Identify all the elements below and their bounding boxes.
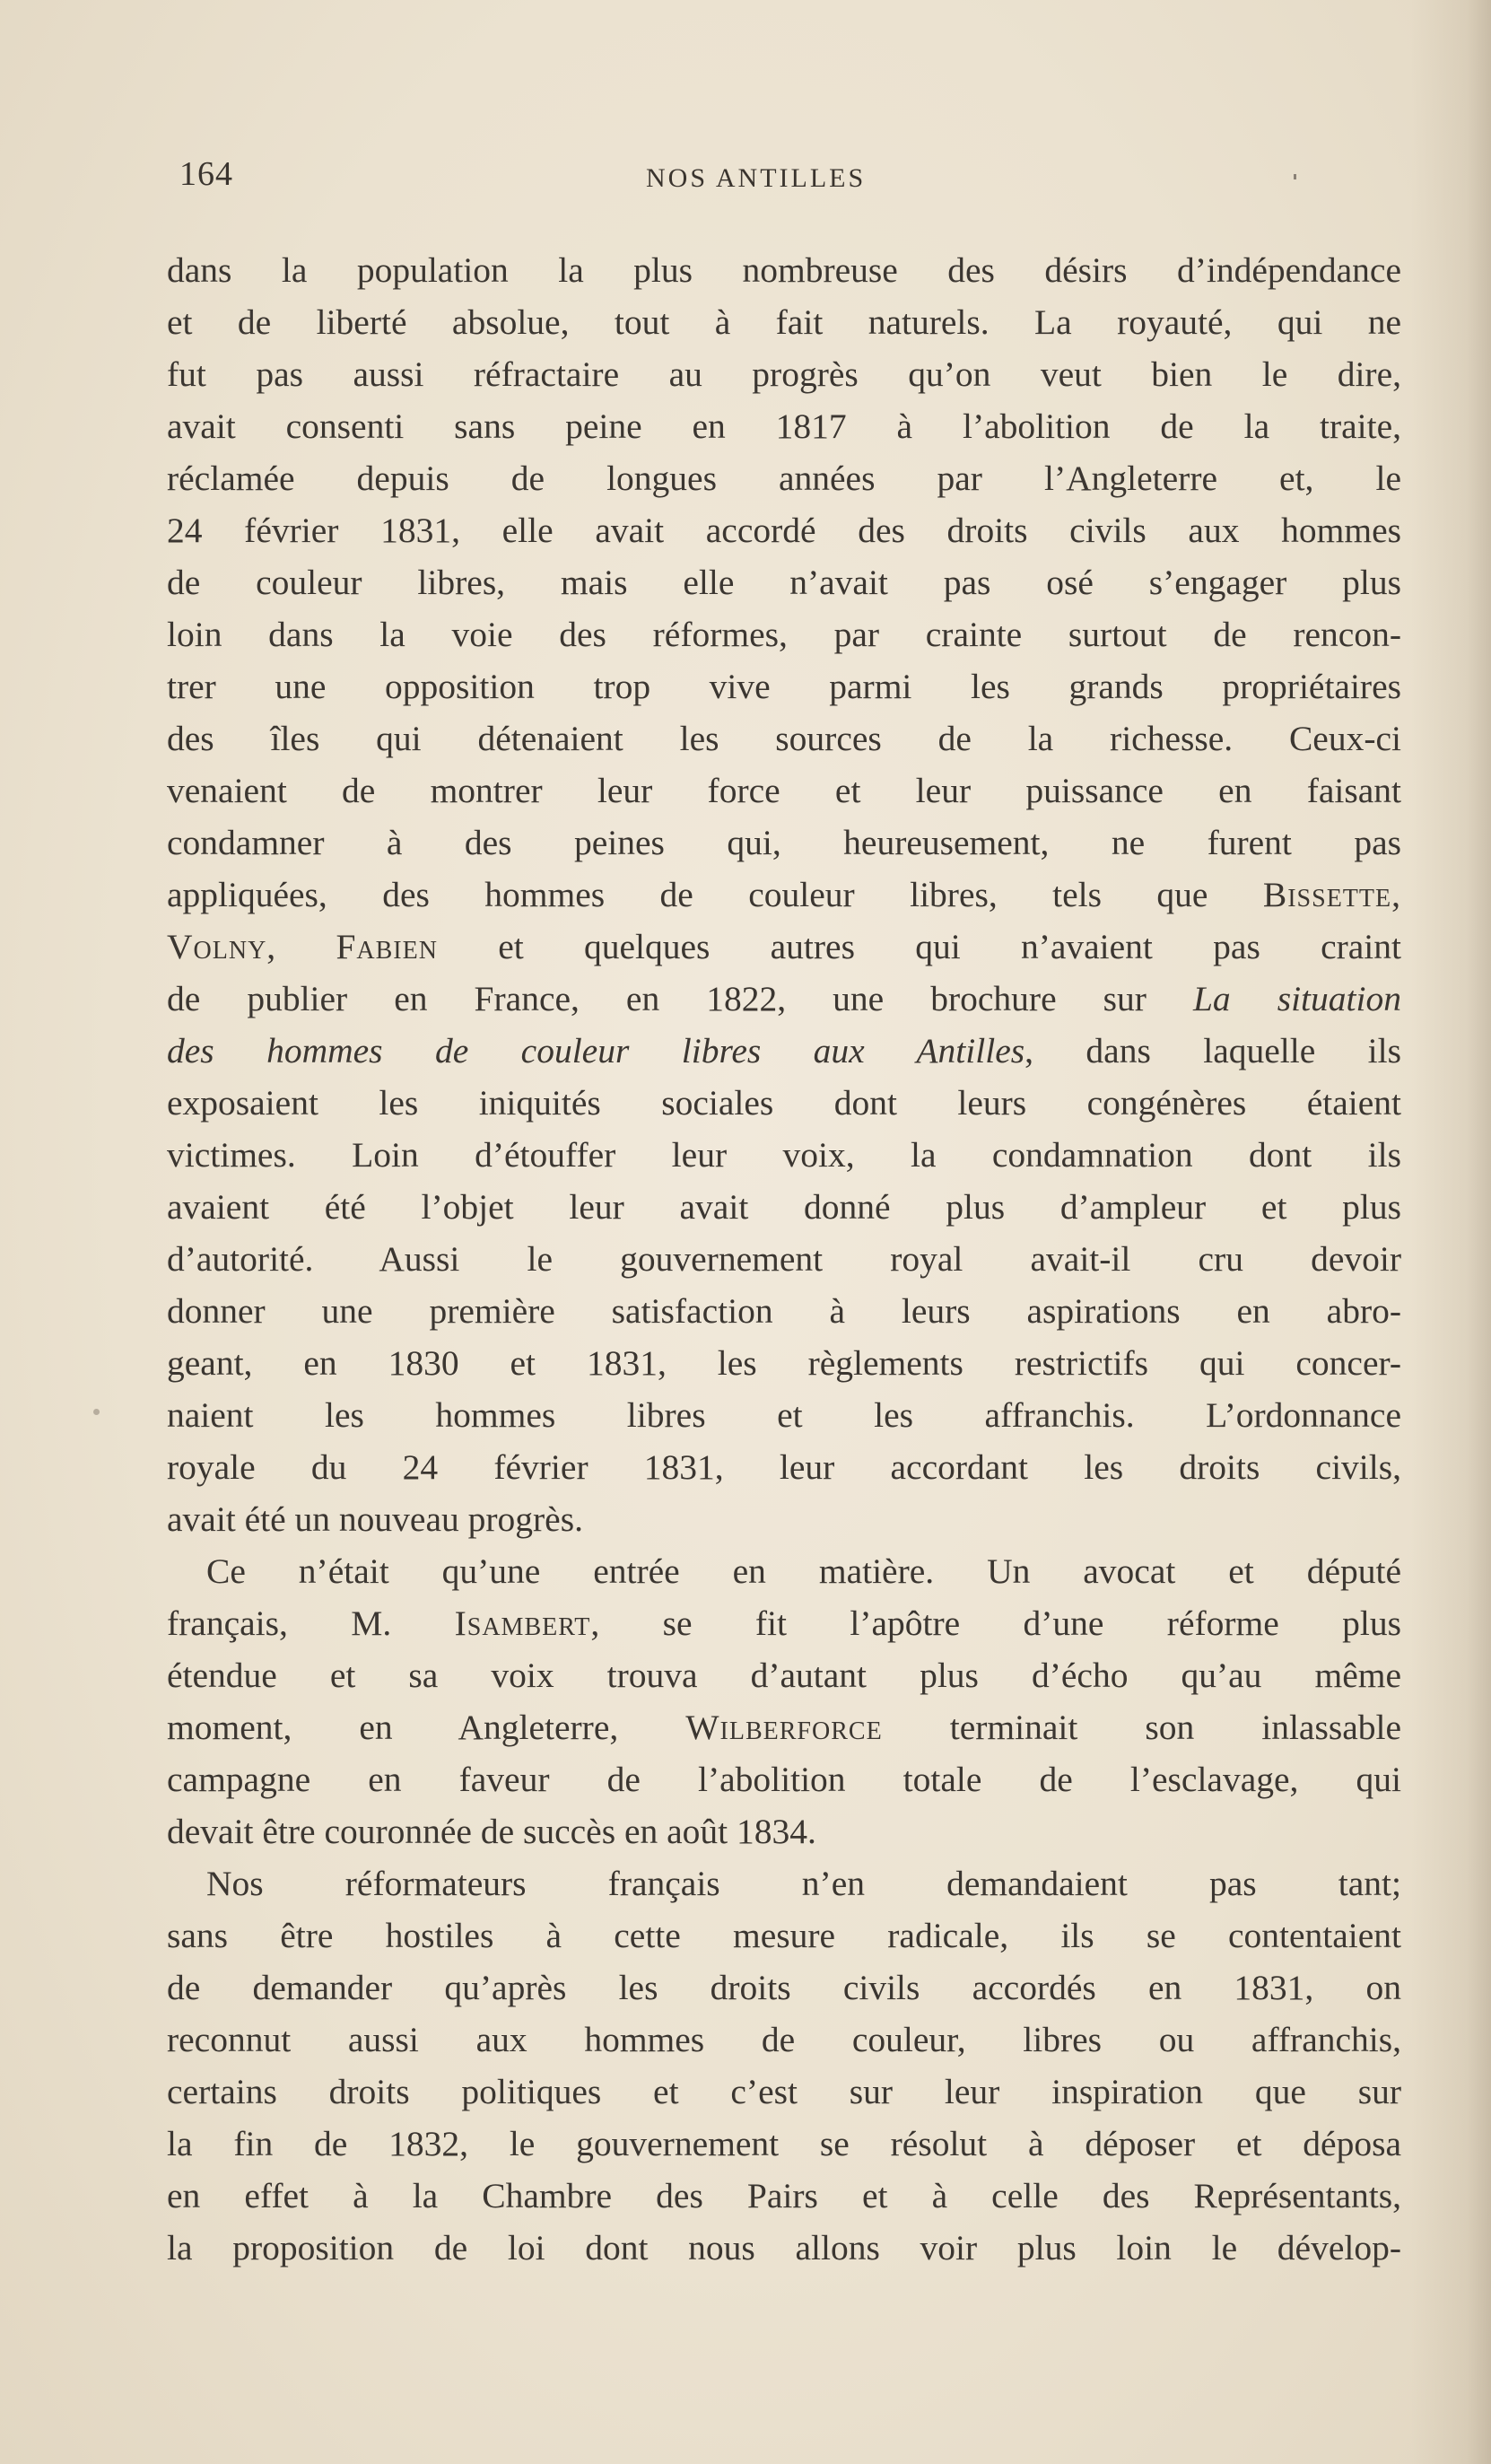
text-line: réclamée depuis de longues années par l’Angleterre et, le [167, 459, 1401, 498]
text-line: condamner à des peines qui, heureusement, ne furent pas [167, 823, 1401, 862]
text-line: sans être hostiles à cette mesure radicale, ils se contentaient [167, 1916, 1401, 1955]
text-line: reconnut aussi aux hommes de couleur, libres ou affranchis, [167, 2020, 1401, 2059]
text-segment: et quelques autres qui n’avaient pas craint [437, 927, 1401, 966]
text-line: naient les hommes libres et les affranchis. L’ordonnance [167, 1395, 1401, 1435]
author-name-isambert: Isambert [454, 1603, 591, 1643]
author-name-volny: Volny [167, 927, 267, 966]
text-line: de demander qu’après les droits civils accordés en 1831, on [167, 1968, 1401, 2007]
text-line: victimes. Loin d’étouffer leur voix, la condamnation dont ils [167, 1135, 1401, 1175]
author-name-fabien: Fabien [336, 927, 438, 966]
text-line [167, 1025, 1401, 1077]
page-number: 164 [179, 155, 233, 193]
text-line: donner une première satisfaction à leurs aspirations en abro- [167, 1291, 1401, 1331]
text-line: venaient de montrer leur force et leur puissance en faisant [167, 771, 1401, 810]
text-segment: français, M. [167, 1603, 455, 1643]
text-line: en effet à la Chambre des Pairs et à celle des Représentants, [167, 2176, 1401, 2215]
text-segment: appliquées, des hommes de couleur libres, tels que [167, 875, 1263, 914]
text-line: dans la population la plus nombreuse des désirs d’indépendance [167, 250, 1401, 290]
text-line: royale du 24 février 1831, leur accordant les droits civils, [167, 1447, 1401, 1487]
margin-speck [93, 1409, 100, 1415]
running-title: NOS ANTILLES [646, 163, 867, 193]
text-segment: terminait son inlassable [882, 1708, 1401, 1747]
text-line: 24 février 1831, elle avait accordé des droits civils aux hommes [167, 511, 1401, 550]
text-line: des îles qui détenaient les sources de la richesse. Ceux-ci [167, 719, 1401, 758]
author-name-wilberforce: Wilberforce [685, 1708, 883, 1747]
print-speck [1294, 174, 1296, 179]
text-line: de couleur libres, mais elle n’avait pas osé s’engager plus [167, 563, 1401, 602]
text-line: campagne en faveur de l’abolition totale de l’esclavage, qui [167, 1760, 1401, 1799]
text-line: certains droits politiques et c’est sur leur inspiration que sur [167, 2072, 1401, 2111]
text-line: avait consenti sans peine en 1817 à l’abolition de la traite, [167, 406, 1401, 446]
text-line: et de liberté absolue, tout à fait naturels. La royauté, qui ne [167, 302, 1401, 342]
text-line: loin dans la voie des réformes, par crainte surtout de rencon- [167, 615, 1401, 654]
text-line [167, 973, 1401, 1025]
body-text [167, 244, 1401, 2274]
text-line: avait été un nouveau progrès. [167, 1499, 583, 1539]
text-line: avaient été l’objet leur avait donné plus d’ampleur et plus [167, 1187, 1401, 1227]
text-line [167, 869, 1401, 921]
text-segment: moment, en Angleterre, [167, 1708, 686, 1747]
text-line: trer une opposition trop vive parmi les grands propriétaires [167, 667, 1401, 706]
author-name-bissette: Bissette, [1262, 875, 1401, 914]
text-line: devait être couronnée de succès en août 1834. [167, 1812, 816, 1851]
page-gutter-shadow [1410, 0, 1491, 2464]
text-line: geant, en 1830 et 1831, les règlements restrictifs qui concer- [167, 1343, 1401, 1383]
text-line [167, 1701, 1401, 1753]
text-segment: , [266, 927, 336, 966]
text-line [167, 921, 1401, 973]
text-line: la fin de 1832, le gouvernement se résolut à déposer et déposa [167, 2124, 1401, 2163]
text-line: étendue et sa voix trouva d’autant plus d’écho qu’au même [167, 1656, 1401, 1695]
book-title: des hommes de couleur libres aux Antilles [167, 1031, 1025, 1070]
text-line: exposaient les iniquités sociales dont leurs congénères étaient [167, 1083, 1401, 1123]
book-title: La situation [1192, 979, 1401, 1018]
text-segment: , se fit l’apôtre d’une réforme plus [590, 1603, 1401, 1643]
text-line: Nos réformateurs français n’en demandaient pas tant; [206, 1864, 1401, 1903]
text-segment: , dans laquelle ils [1025, 1031, 1401, 1070]
text-line: la proposition de loi dont nous allons voir plus loin le dévelop- [167, 2228, 1401, 2267]
text-line: d’autorité. Aussi le gouvernement royal avait-il cru devoir [167, 1239, 1401, 1279]
text-line [167, 1597, 1401, 1649]
page-header [170, 154, 1391, 208]
text-line: Ce n’était qu’une entrée en matière. Un avocat et député [206, 1551, 1401, 1591]
text-line: fut pas aussi réfractaire au progrès qu’on veut bien le dire, [167, 354, 1401, 394]
text-segment: de publier en France, en 1822, une brochure sur [167, 979, 1193, 1018]
